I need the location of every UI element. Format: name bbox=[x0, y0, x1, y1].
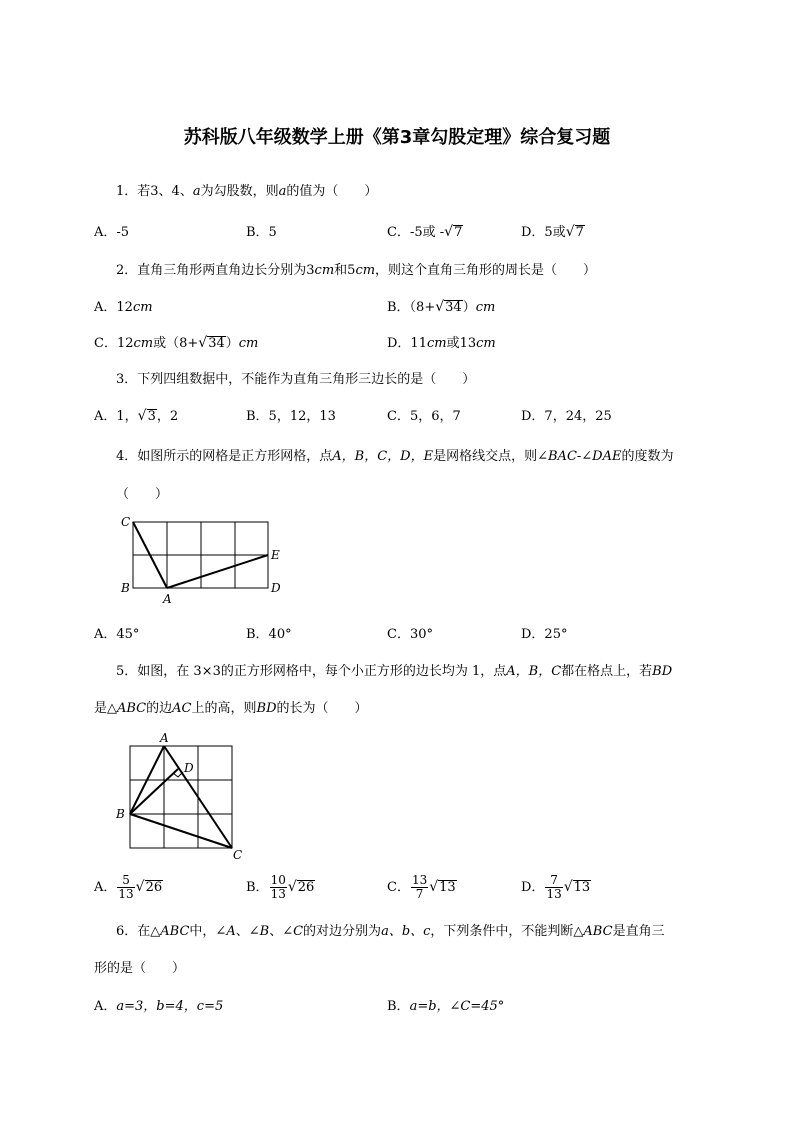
question-4-paren: （ ） bbox=[116, 487, 169, 502]
q2-option-d: D．11cm或13cm bbox=[387, 336, 496, 351]
q1-option-c: C．-5或 -√7 bbox=[387, 224, 463, 240]
question-3-stem: 3．下列四组数据中，不能作为直角三角形三边长的是（ ） bbox=[116, 372, 476, 387]
q1-option-b: B．5 bbox=[246, 225, 277, 240]
q4-option-a: A．45° bbox=[94, 627, 140, 642]
q4-grid-figure bbox=[115, 512, 290, 607]
q5-option-d: D． $\frac{7}{13}$ √13 bbox=[521, 873, 591, 901]
q5-label-a: A bbox=[160, 731, 169, 745]
q5-grid-figure bbox=[112, 730, 252, 862]
q3-option-b: B．5，12，13 bbox=[246, 409, 336, 424]
q5-label-b: B bbox=[116, 807, 125, 821]
q4-option-c: C．30° bbox=[387, 627, 433, 642]
q2-option-a: A．12cm bbox=[94, 300, 153, 315]
q5-option-c: C． $\frac{13}{7}$ √13 bbox=[387, 873, 456, 901]
q1-option-d: D．5或√7 bbox=[521, 224, 584, 240]
q4-option-d: D．25° bbox=[521, 627, 568, 642]
q4-label-e: E bbox=[271, 548, 280, 562]
q4-option-b: B．40° bbox=[246, 627, 292, 642]
question-6-stem: 6．在△ABC中，∠A、∠B、∠C的对边分别为a、b、c，下列条件中，不能判断△ABC是直角三 bbox=[116, 924, 665, 939]
q5-label-d: D bbox=[184, 761, 194, 775]
q4-label-b: B bbox=[121, 581, 130, 595]
q2-option-b: B．（8+√34）cm bbox=[387, 299, 496, 315]
page-title: 苏科版八年级数学上册《第3章勾股定理》综合复习题 bbox=[183, 127, 611, 148]
question-5-stem-line2: 是△ABC的边AC上的高，则BD的长为（ ） bbox=[94, 701, 368, 716]
question-4-stem: 4．如图所示的网格是正方形网格，点A，B，C，D，E是网格线交点，则∠BAC-∠DAE的度数为 bbox=[116, 449, 674, 464]
question-2-stem: 2．直角三角形两直角边长分别为3cm和5cm，则这个直角三角形的周长是（ ） bbox=[116, 263, 597, 278]
q1-option-a: A．-5 bbox=[94, 225, 130, 240]
question-5-stem: 5．如图，在 3×3的正方形网格中，每个小正方形的边长均为 1，点A，B，C都在格点上，若BD bbox=[116, 664, 673, 679]
question-1-stem: 1．若3、4、a为勾股数，则a的值为（ ） bbox=[116, 184, 378, 199]
q4-label-d: D bbox=[271, 581, 281, 595]
q2-option-c: C．12cm或（8+√34）cm bbox=[94, 335, 259, 351]
q4-label-a: A bbox=[163, 592, 172, 606]
q6-option-a: A．a=3，b=4，c=5 bbox=[94, 999, 224, 1014]
q3-option-a: A．1，√3，2 bbox=[94, 408, 179, 424]
q6-option-b: B．a=b，∠C=45° bbox=[387, 999, 505, 1014]
q5-label-c: C bbox=[233, 848, 243, 862]
q4-label-c: C bbox=[121, 515, 131, 529]
question-6-stem-line2: 形的是（ ） bbox=[94, 961, 186, 976]
q3-option-c: C．5，6，7 bbox=[387, 409, 461, 424]
q5-option-b: B． $\frac{10}{13}$ √26 bbox=[246, 873, 315, 901]
q5-option-a: A． $\frac{5}{13}$ √26 bbox=[94, 873, 163, 901]
q3-option-d: D．7，24，25 bbox=[521, 409, 612, 424]
